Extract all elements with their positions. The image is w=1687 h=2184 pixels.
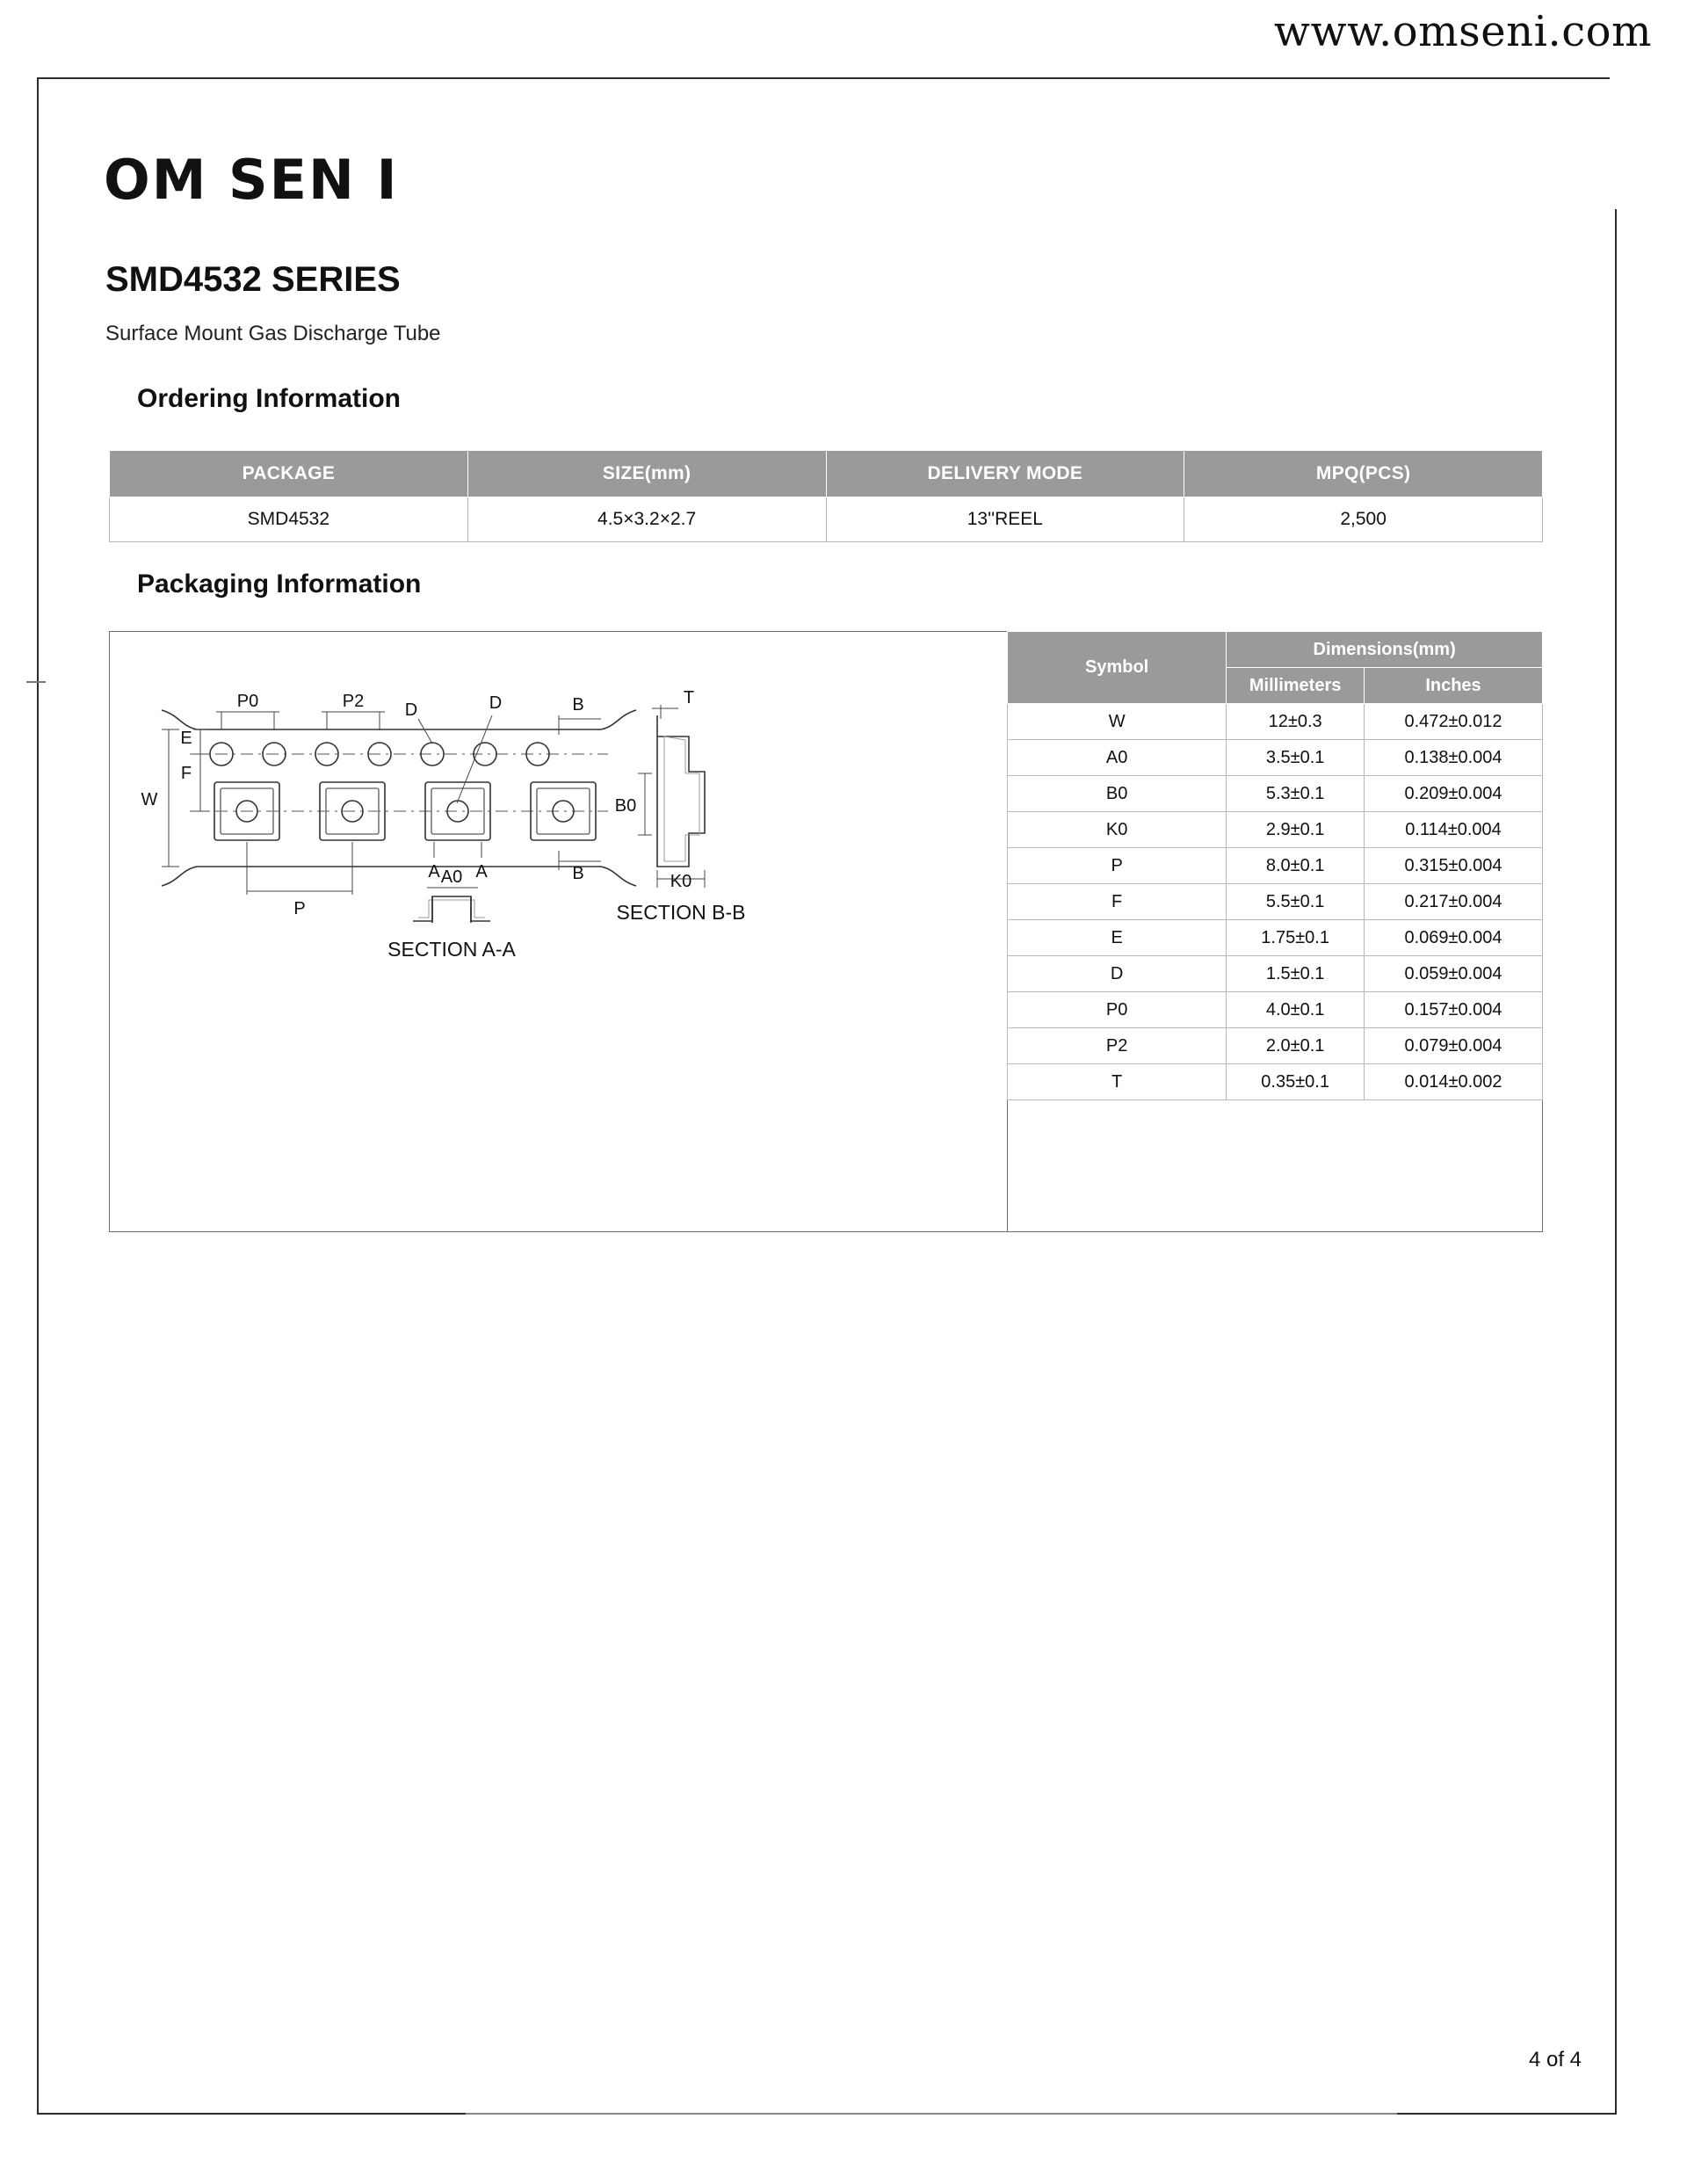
company-logo: OM SEN I: [104, 148, 399, 212]
cell-inch: 0.157±0.004: [1364, 992, 1542, 1028]
table-row: [1008, 812, 1543, 848]
col-inches: Inches: [1364, 668, 1542, 704]
cell-mm: 5.3±0.1: [1227, 776, 1365, 812]
cell-symbol: D: [1008, 956, 1227, 992]
cell-inch: 0.079±0.004: [1364, 1028, 1542, 1064]
cell-symbol: K0: [1008, 812, 1227, 848]
cell-mm: 12±0.3: [1227, 704, 1365, 740]
cell-symbol: A0: [1008, 740, 1227, 776]
label-section-aa: SECTION A-A: [387, 938, 516, 961]
label-t: T: [683, 688, 695, 707]
cell-inch: 0.059±0.004: [1364, 956, 1542, 992]
label-a0: A0: [440, 867, 463, 887]
col-dimensions-group: Dimensions(mm): [1227, 632, 1543, 668]
cell-inch: 0.138±0.004: [1364, 740, 1542, 776]
label-d-right: D: [489, 693, 503, 713]
label-b-bottom: B: [572, 864, 584, 883]
label-d-left: D: [404, 700, 418, 720]
cell-symbol: T: [1008, 1064, 1227, 1100]
table-row: [1008, 740, 1543, 776]
label-w: W: [141, 790, 158, 809]
page-title: SMD4532 SERIES: [105, 260, 401, 299]
dimensions-table: [1007, 631, 1543, 1100]
cell-symbol: P0: [1008, 992, 1227, 1028]
cell-size: 4.5×3.2×2.7: [467, 497, 826, 542]
label-section-bb: SECTION B-B: [616, 901, 746, 924]
cell-inch: 0.014±0.002: [1364, 1064, 1542, 1100]
table-row: [1008, 704, 1543, 740]
cell-delivery-mode: 13''REEL: [826, 497, 1184, 542]
col-symbol: Symbol: [1008, 632, 1227, 704]
cell-package: SMD4532: [110, 497, 468, 542]
page-border-notch: [1610, 77, 1617, 209]
cell-symbol: P: [1008, 848, 1227, 884]
col-mpq: MPQ(PCS): [1184, 451, 1543, 497]
bottom-crop-mark: [466, 2113, 1397, 2115]
label-e: E: [180, 729, 192, 748]
cell-symbol: P2: [1008, 1028, 1227, 1064]
table-row: [1008, 848, 1543, 884]
table-row: [1008, 920, 1543, 956]
cell-inch: 0.315±0.004: [1364, 848, 1542, 884]
label-p0: P0: [236, 692, 259, 711]
label-a-left: A: [428, 862, 440, 882]
table-row: [1008, 776, 1543, 812]
left-crop-mark: [26, 681, 46, 683]
table-row: [1008, 992, 1543, 1028]
cell-mm: 1.75±0.1: [1227, 920, 1365, 956]
cell-mm: 4.0±0.1: [1227, 992, 1365, 1028]
cell-symbol: B0: [1008, 776, 1227, 812]
page-number: 4 of 4: [1528, 2048, 1582, 2072]
cell-symbol: F: [1008, 884, 1227, 920]
label-p2: P2: [342, 692, 365, 711]
cell-mm: 5.5±0.1: [1227, 884, 1365, 920]
col-delivery-mode: DELIVERY MODE: [826, 451, 1184, 497]
label-p: P: [293, 899, 306, 918]
table-row: [1008, 1028, 1543, 1064]
tape-packaging-drawing: [109, 631, 1007, 1232]
ordering-information-heading: Ordering Information: [137, 384, 401, 413]
table-row: [1008, 956, 1543, 992]
table-row: [1008, 1064, 1543, 1100]
cell-symbol: W: [1008, 704, 1227, 740]
col-package: PACKAGE: [110, 451, 468, 497]
cell-inch: 0.114±0.004: [1364, 812, 1542, 848]
ordering-information-table: [109, 450, 1543, 542]
col-millimeters: Millimeters: [1227, 668, 1365, 704]
cell-mm: 1.5±0.1: [1227, 956, 1365, 992]
packaging-information-heading: Packaging Information: [137, 570, 422, 599]
table-row: [1008, 884, 1543, 920]
label-a-right: A: [475, 862, 488, 882]
table-header-row: [110, 451, 1543, 497]
cell-inch: 0.209±0.004: [1364, 776, 1542, 812]
table-row: [110, 497, 1543, 542]
cell-mpq: 2,500: [1184, 497, 1543, 542]
label-f: F: [180, 764, 192, 783]
col-size: SIZE(mm): [467, 451, 826, 497]
cell-symbol: E: [1008, 920, 1227, 956]
cell-mm: 8.0±0.1: [1227, 848, 1365, 884]
label-k0: K0: [670, 872, 692, 891]
cell-mm: 2.0±0.1: [1227, 1028, 1365, 1064]
label-b0: B0: [614, 796, 637, 816]
cell-inch: 0.472±0.012: [1364, 704, 1542, 740]
cell-inch: 0.217±0.004: [1364, 884, 1542, 920]
cell-mm: 0.35±0.1: [1227, 1064, 1365, 1100]
cell-mm: 2.9±0.1: [1227, 812, 1365, 848]
page-subtitle: Surface Mount Gas Discharge Tube: [105, 322, 441, 345]
cell-inch: 0.069±0.004: [1364, 920, 1542, 956]
dimensions-header-row-1: [1008, 632, 1543, 668]
site-url: www.omseni.com: [1273, 7, 1652, 56]
label-b-top: B: [572, 695, 584, 715]
cell-mm: 3.5±0.1: [1227, 740, 1365, 776]
